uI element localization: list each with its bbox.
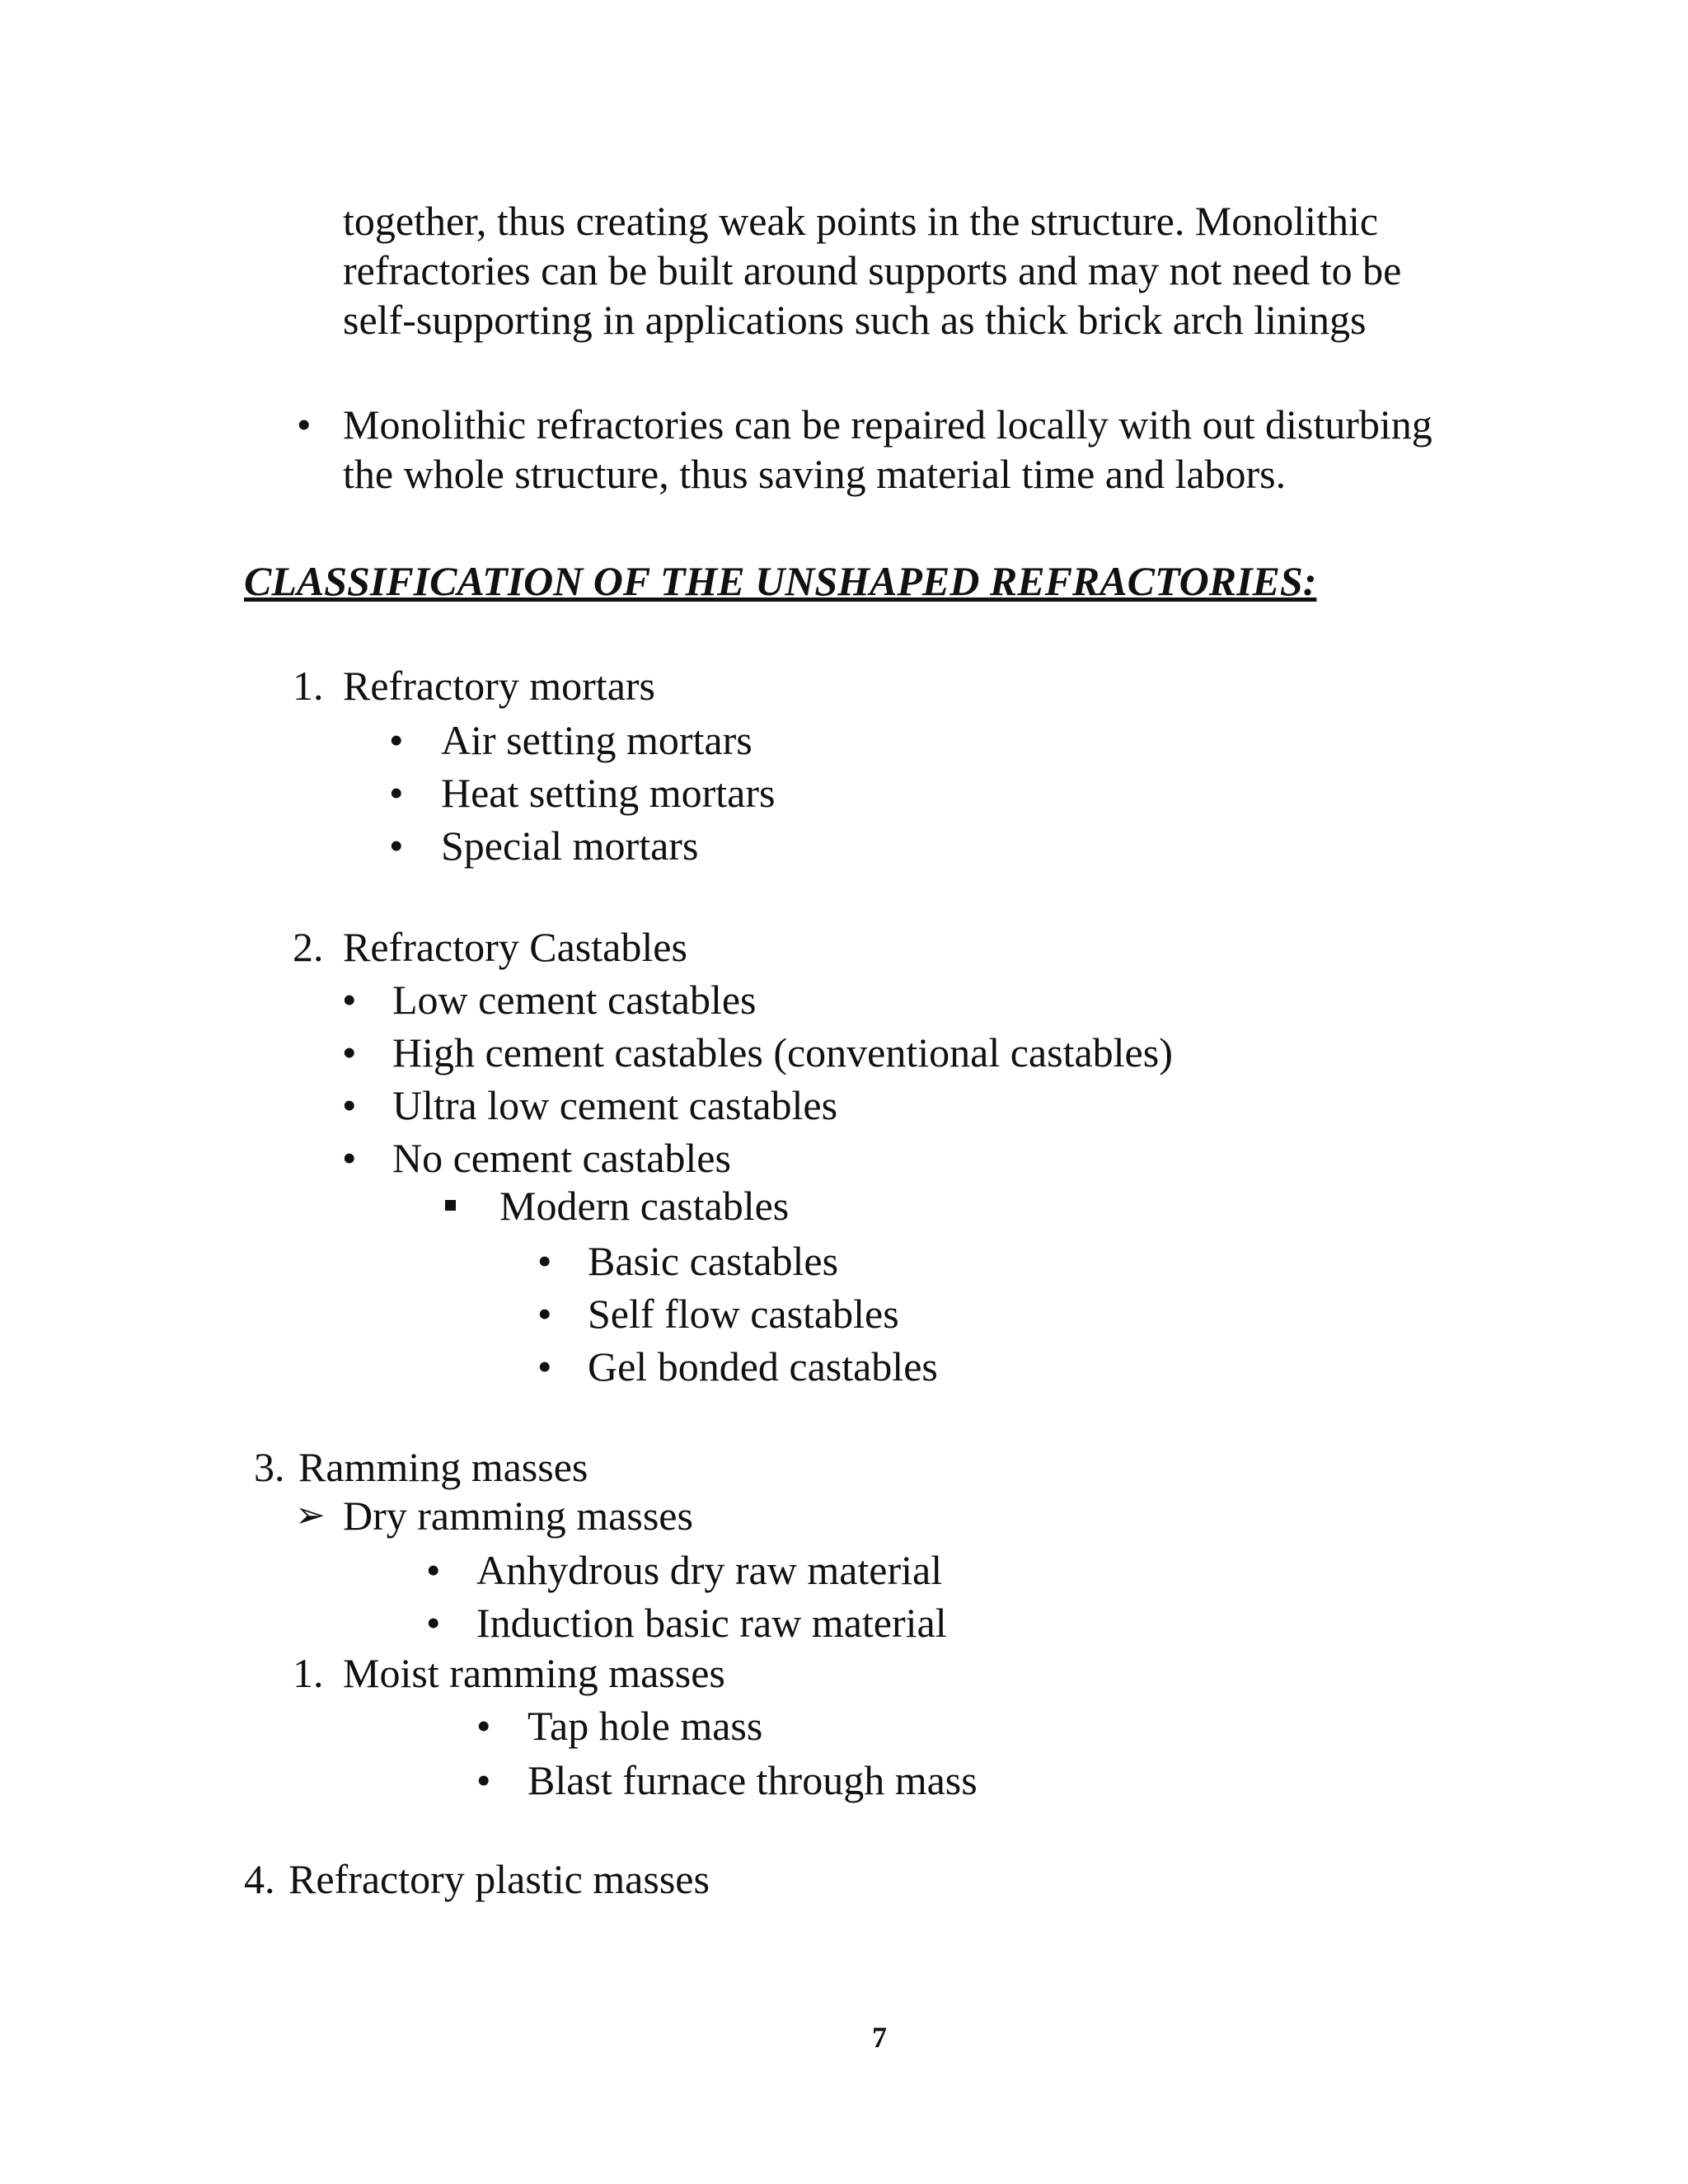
list-number: 3. bbox=[254, 1444, 285, 1490]
bullet-dot-icon: • bbox=[389, 770, 404, 816]
list-item: Blast furnace through mass bbox=[528, 1757, 978, 1803]
bullet-dot-icon: • bbox=[537, 1343, 552, 1390]
list-item: Self flow castables bbox=[588, 1291, 899, 1337]
bullet-dot-icon: • bbox=[297, 401, 312, 448]
continuation-line-2: refractories can be built around supports and may not need to be bbox=[343, 247, 1402, 293]
list-item: Ultra low cement castables bbox=[392, 1082, 838, 1128]
modern-castables-title: Modern castables bbox=[499, 1183, 790, 1229]
ramming-title: Ramming masses bbox=[298, 1444, 588, 1490]
square-bullet-icon bbox=[445, 1200, 456, 1211]
list-item: Air setting mortars bbox=[441, 717, 753, 763]
list-number: 4. bbox=[244, 1856, 275, 1902]
list-item: Basic castables bbox=[588, 1238, 839, 1284]
section-heading: CLASSIFICATION OF THE UNSHAPED REFRACTORIES: bbox=[244, 558, 1317, 604]
bullet-dot-icon: • bbox=[389, 823, 404, 869]
list-number: 1. bbox=[293, 1650, 324, 1696]
list-number: 2. bbox=[293, 924, 324, 970]
list-item: Special mortars bbox=[441, 823, 699, 869]
list-item: Heat setting mortars bbox=[441, 770, 776, 816]
arrow-bullet-icon: ➢ bbox=[295, 1495, 326, 1535]
bullet-dot-icon: • bbox=[342, 977, 357, 1023]
intro-bullet-line-1: Monolithic refractories can be repaired locally with out disturbing bbox=[343, 401, 1432, 448]
list-item: Anhydrous dry raw material bbox=[476, 1547, 943, 1593]
plastic-title: Refractory plastic masses bbox=[288, 1856, 710, 1902]
list-item: Low cement castables bbox=[392, 977, 757, 1023]
bullet-dot-icon: • bbox=[476, 1757, 491, 1803]
dry-ramming-title: Dry ramming masses bbox=[343, 1493, 693, 1539]
bullet-dot-icon: • bbox=[537, 1291, 552, 1337]
list-item: Induction basic raw material bbox=[476, 1600, 947, 1646]
bullet-dot-icon: • bbox=[389, 717, 404, 763]
continuation-line-3: self-supporting in applications such as thick brick arch linings bbox=[343, 297, 1367, 343]
mortars-title: Refractory mortars bbox=[343, 663, 656, 709]
list-item: Tap hole mass bbox=[528, 1703, 763, 1749]
bullet-dot-icon: • bbox=[426, 1600, 441, 1646]
list-item: Gel bonded castables bbox=[588, 1343, 938, 1390]
bullet-dot-icon: • bbox=[342, 1135, 357, 1181]
bullet-dot-icon: • bbox=[342, 1082, 357, 1128]
bullet-dot-icon: • bbox=[537, 1238, 552, 1284]
list-number: 1. bbox=[293, 663, 324, 709]
page-number: 7 bbox=[872, 2021, 887, 2054]
intro-bullet-line-2: the whole structure, thus saving material time and labors. bbox=[343, 451, 1287, 497]
bullet-dot-icon: • bbox=[476, 1703, 491, 1749]
list-item: High cement castables (conventional castables) bbox=[392, 1029, 1173, 1076]
moist-ramming-title: Moist ramming masses bbox=[343, 1650, 725, 1696]
bullet-dot-icon: • bbox=[426, 1547, 441, 1593]
list-item: No cement castables bbox=[392, 1135, 731, 1181]
bullet-dot-icon: • bbox=[342, 1029, 357, 1076]
continuation-line-1: together, thus creating weak points in the structure. Monolithic bbox=[343, 198, 1379, 244]
castables-title: Refractory Castables bbox=[343, 924, 687, 970]
